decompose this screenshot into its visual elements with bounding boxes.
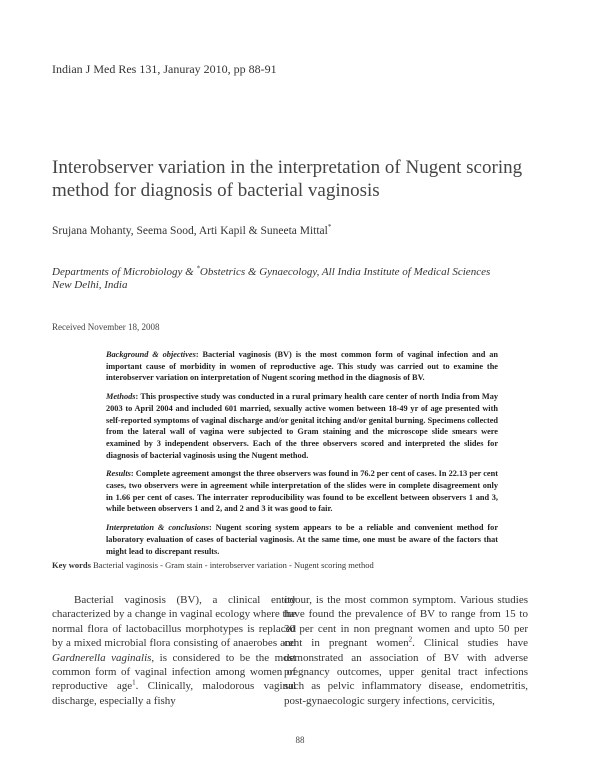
keywords-label: Key words bbox=[52, 560, 91, 570]
author-names: Srujana Mohanty, Seema Sood, Arti Kapil & Suneeta Mittal bbox=[52, 225, 328, 237]
abstract-interpretation-head: Interpretation & conclusions bbox=[106, 523, 209, 533]
abstract-background bbox=[106, 349, 498, 384]
body-text: . Clinically, malodorous vaginal discharge, especially a fishy bbox=[52, 680, 296, 707]
affiliation bbox=[52, 266, 552, 292]
reference-2: 2 bbox=[408, 635, 413, 644]
reference-1: 1 bbox=[132, 678, 136, 687]
affiliation-city: New Delhi, India bbox=[52, 279, 128, 291]
affiliation-part2: Obstetrics & Gynaecology, All India Institute of Medical Sciences bbox=[199, 266, 491, 278]
journal-citation: Indian J Med Res 131, Januray 2010, pp 88-91 bbox=[52, 62, 277, 76]
species-name: Gardnerella vaginalis bbox=[52, 651, 152, 664]
abstract-methods-text: : This prospective study was conducted in a rural primary health care center of north India from May 2003 to April 2004 and included 601 married, sexually active women between 18-49 yr of age presented with self-reported symptoms of vaginal discharge and/or genital itching and/or genital burning. Specimens collected from the lateral wall of vagina were subjected to Gram staining and the microscope slide smears were examined by 3 independent observers. Each of the three observers scored and interpreted the slides for diagnosis of bacterial vaginosis using the Nugent method. bbox=[106, 392, 498, 460]
body-text: , is considered to be the most common form of vaginal infection among women of reproductive age bbox=[52, 651, 296, 693]
keywords-text: Bacterial vaginosis - Gram stain - interobserver variation - Nugent scoring method bbox=[90, 560, 374, 570]
body-text: Bacterial vaginosis (BV), a clinical entity characterized by a change in vaginal ecology where the normal flora of lactobacillus morphotypes is replaced by a mixed microbial flora consisting of anaerobes and bbox=[52, 594, 296, 650]
body-column-left bbox=[52, 593, 296, 708]
affiliation-part1: Departments of Microbiology & bbox=[52, 266, 197, 278]
affiliation-superscript: * bbox=[196, 264, 200, 273]
keywords bbox=[52, 560, 552, 570]
body-paragraph bbox=[52, 593, 296, 708]
author-superscript: * bbox=[327, 223, 332, 232]
body-text: odour, is the most common symptom. Various studies have found the prevalence of BV to range from 15 to 30 per cent in non pregnant women and upto 50 per cent in pregnant women bbox=[284, 594, 528, 650]
author-list bbox=[52, 225, 331, 237]
abstract-results-head: Results bbox=[106, 469, 131, 479]
body-text: . Clinical studies have demonstrated an association of BV with adverse pregnancy outcomes, upper genital tract infections such as pelvic inflammatory disease, endometritis, post-gynaecologic surgery infections, cervicitis, bbox=[284, 637, 528, 707]
abstract-results bbox=[106, 468, 498, 515]
body-column-right bbox=[284, 593, 528, 708]
article-title: Interobserver variation in the interpretation of Nugent scoring method for diagnosis of bacterial vaginosis bbox=[52, 157, 523, 201]
page-number: 88 bbox=[295, 735, 305, 745]
abstract-background-text: : Bacterial vaginosis (BV) is the most common form of vaginal infection and an important cause of morbidity in women of reproductive age. This study was carried out to examine the interobserver variation on interpretation of Nugent scoring method in the diagnosis of BV. bbox=[106, 350, 498, 383]
received-date: Received November 18, 2008 bbox=[52, 322, 160, 332]
abstract-methods-head: Methods bbox=[106, 392, 136, 402]
abstract-interpretation bbox=[106, 522, 498, 557]
abstract-methods bbox=[106, 391, 498, 461]
abstract-background-head: Background & objectives bbox=[106, 350, 196, 359]
body-paragraph bbox=[284, 593, 528, 708]
abstract bbox=[106, 349, 498, 564]
abstract-results-text: : Complete agreement amongst the three observers was found in 76.2 per cent of cases. In 22.13 per cent cases, two observers were in agreement while interpretation of the slides were in complete disagreement only in 1.66 per cent of cases. The interrater reproducibility was found to be excellent between observers 1 and 3, while between observers 1 and 2, and 2 and 3 it was good to fair. bbox=[106, 469, 498, 514]
abstract-interpretation-text: : Nugent scoring system appears to be a reliable and convenient method for laboratory evaluation of cases of bacterial vaginosis. At the same time, one must be aware of the factors that might lead to discrepant results. bbox=[106, 523, 498, 556]
